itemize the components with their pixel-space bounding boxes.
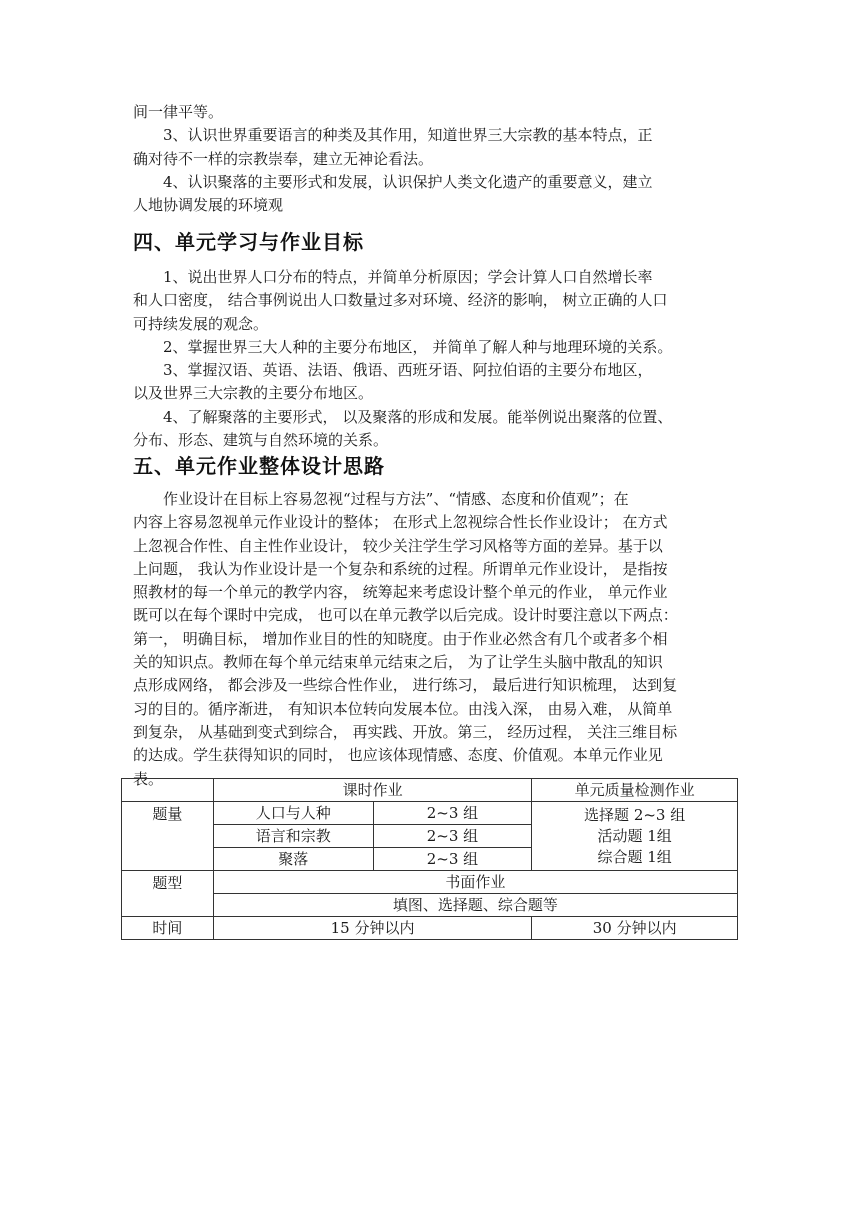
- table-row: [122, 917, 738, 940]
- section4-line: 以及世界三大宗教的主要分布地区。: [133, 384, 374, 403]
- type-line-written: 书面作业: [213, 871, 737, 894]
- time-lesson-cell: 15 分钟以内: [213, 917, 531, 940]
- section5-line: 的达成。学生获得知识的同时， 也应该体现情感、态度、价值观。本单元作业见: [133, 746, 663, 765]
- section5-body: [133, 488, 729, 791]
- intro-line: 间一律平等。: [133, 103, 224, 121]
- section5-line: 上问题， 我认为作业设计是一个复杂和系统的过程。所谓单元作业设计， 是指按: [133, 559, 668, 578]
- row-label-quantity: 题量: [122, 802, 214, 871]
- intro-line: 确对待不一样的宗教崇奉，建立无神论看法。: [133, 149, 434, 168]
- table-row: [122, 871, 738, 894]
- unit-quantity-cell: [532, 802, 738, 871]
- section5-line: 既可以在每个课时中完成， 也可以在单元教学以后完成。设计时要注意以下两点：: [133, 606, 678, 625]
- topic-cell: 聚落: [213, 848, 373, 871]
- amount-cell: 2~3 组: [373, 802, 532, 825]
- amount-cell: 2~3 组: [373, 825, 532, 848]
- intro-line: 人地协调发展的环境观: [133, 196, 284, 215]
- section5-line: 照教材的每一个单元的教学内容， 统筹起来考虑设计整个单元的作业， 单元作业: [133, 583, 668, 602]
- topic-cell: 语言和宗教: [213, 825, 373, 848]
- amount-cell: 2~3 组: [373, 848, 532, 871]
- header-lesson-homework: 课时作业: [213, 779, 531, 802]
- section5-line: 关的知识点。教师在每个单元结束单元结束之后， 为了让学生头脑中散乱的知识: [133, 653, 663, 672]
- section4-line: 1、说出世界人口分布的特点，并简单分析原因；学会计算人口自然增长率: [133, 268, 653, 286]
- section5-line: 上忽视合作性、自主性作业设计， 较少关注学生学习风格等方面的差异。基于以: [133, 536, 663, 555]
- unit-quantity-line: 综合题 1组: [597, 847, 672, 866]
- row-label-time: 时间: [122, 917, 214, 940]
- intro-line: 3、认识世界重要语言的种类及其作用，知道世界三大宗教的基本特点，正: [133, 126, 653, 145]
- section5-line: 点形成网络， 都会涉及一些综合性作业， 进行练习， 最后进行知识梳理， 达到复: [133, 676, 678, 695]
- table-row: [122, 894, 738, 917]
- section4-body: [133, 266, 729, 452]
- table-row: [122, 802, 738, 825]
- section5-line: 作业设计在目标上容易忽视“过程与方法”、“情感、态度和价值观”；在: [133, 490, 629, 508]
- section4-line: 4、了解聚落的主要形式， 以及聚落的形成和发展。能举例说出聚落的位置、: [133, 407, 673, 426]
- intro-paragraphs: [133, 101, 729, 217]
- topic-cell: 人口与人种: [213, 802, 373, 825]
- section5-heading: 五、单元作业整体设计思路: [133, 454, 385, 478]
- section5-line: 内容上容易忽视单元作业设计的整体； 在形式上忽视综合性长作业设计； 在方式: [133, 513, 668, 532]
- section4-line: 2、掌握世界三大人种的主要分布地区， 并简单了解人种与地理环境的关系。: [133, 337, 673, 356]
- section4-line: 分布、形态、建筑与自然环境的关系。: [133, 431, 389, 450]
- section4-heading: 四、单元学习与作业目标: [133, 230, 364, 254]
- section5-line: 到复杂， 从基础到变式到综合， 再实践、开放。第三， 经历过程， 关注三维目标: [133, 722, 678, 741]
- section4-line: 3、掌握汉语、英语、法语、俄语、西班牙语、阿拉伯语的主要分布地区，: [133, 361, 653, 380]
- section5-line: 习的目的。循序渐进， 有知识本位转向发展本位。由浅入深， 由易入难， 从简单: [133, 699, 673, 718]
- section4-line: 可持续发展的观念。: [133, 314, 269, 333]
- table-cell-empty: [122, 779, 214, 802]
- type-line-forms: 填图、选择题、综合题等: [213, 894, 737, 917]
- section5-line: 表。: [133, 769, 164, 788]
- table-row: [122, 779, 738, 802]
- row-label-type: 题型: [122, 871, 214, 917]
- unit-quantity-line: 选择题 2~3 组: [584, 805, 686, 824]
- time-unit-cell: 30 分钟以内: [532, 917, 738, 940]
- section5-line: 第一， 明确目标， 增加作业目的性的知晓度。由于作业必然含有几个或者多个相: [133, 629, 668, 648]
- homework-table: [121, 778, 738, 940]
- unit-quantity-line: 活动题 1组: [597, 826, 672, 845]
- intro-line: 4、认识聚落的主要形式和发展，认识保护人类文化遗产的重要意义，建立: [133, 172, 653, 191]
- section4-line: 和人口密度， 结合事例说出人口数量过多对环境、经济的影响， 树立正确的人口: [133, 291, 668, 310]
- header-unit-check: 单元质量检测作业: [532, 779, 738, 802]
